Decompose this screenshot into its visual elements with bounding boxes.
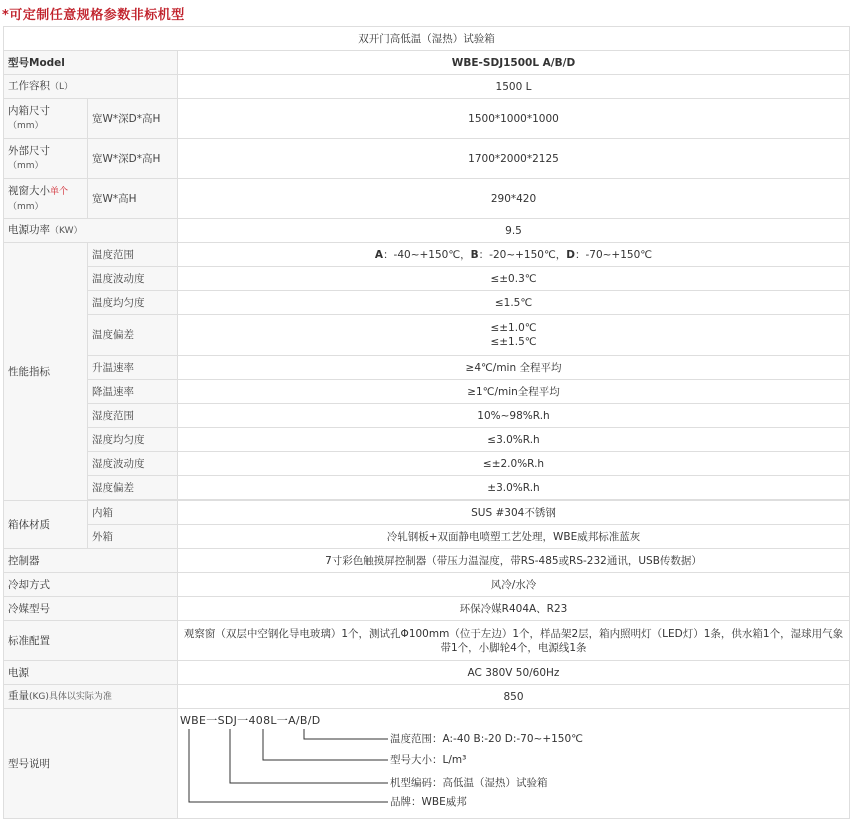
temp-range-sub: 温度范围 [88, 243, 178, 267]
volume-value: 1500 L [178, 75, 850, 99]
table-row [4, 179, 850, 219]
material-label: 箱体材质 [4, 501, 88, 549]
material-outer-sub: 外箱 [88, 525, 178, 549]
heat-rate-value: ≥4℃/min 全程平均 [178, 356, 850, 380]
volume-unit: （L） [50, 82, 74, 92]
table-row [4, 139, 850, 179]
table-row [4, 99, 850, 139]
window-label-red: 单个 [50, 186, 69, 197]
power-value: 9.5 [178, 219, 850, 243]
outer-unit: （mm） [8, 161, 44, 171]
table-row [4, 525, 850, 549]
table-row [4, 291, 850, 315]
refrigerant-value: 环保冷媒R404A、R23 [178, 597, 850, 621]
table-row [4, 315, 850, 356]
model-label: 型号Model [4, 51, 178, 75]
inner-sub: 宽W*深D*高H [88, 99, 178, 139]
perf-label: 性能指标 [4, 243, 88, 501]
cool-rate-sub: 降温速率 [88, 380, 178, 404]
supply-value: AC 380V 50/60Hz [178, 661, 850, 685]
explain-label: 型号说明 [4, 709, 178, 819]
temp-range-b: B [470, 248, 479, 261]
hum-dev-sub: 湿度偏差 [88, 476, 178, 500]
temp-dev-value-2: ≤±1.5℃ [490, 336, 537, 348]
spec-table [3, 26, 850, 819]
legend-brand: 品牌：WBE威邦 [390, 795, 467, 808]
window-value: 290*420 [178, 179, 850, 219]
table-title: 双开门高低温（湿热）试验箱 [4, 27, 850, 51]
table-row [4, 573, 850, 597]
window-unit: （mm） [8, 201, 44, 212]
temp-range-value [178, 243, 850, 267]
weight-value: 850 [178, 685, 850, 709]
outer-label-text: 外部尺寸 [8, 145, 50, 157]
temp-dev-value [178, 315, 850, 356]
table-row [4, 476, 850, 500]
temp-range-a: A [374, 248, 384, 261]
table-row [4, 685, 850, 709]
table-row [4, 452, 850, 476]
volume-label [4, 75, 178, 99]
material-inner-sub: 内箱 [88, 501, 178, 525]
hum-range-value: 10%~98%R.h [178, 404, 850, 428]
cooling-value: 风冷/水冷 [178, 573, 850, 597]
inner-label-text: 内箱尺寸 [8, 105, 50, 117]
outer-label [4, 139, 88, 179]
power-label [4, 219, 178, 243]
temp-dev-value-1: ≤±1.0℃ [490, 322, 537, 334]
temp-range-d-val: ：-70~+150℃ [574, 248, 653, 261]
outer-sub: 宽W*深D*高H [88, 139, 178, 179]
cooling-label: 冷却方式 [4, 573, 178, 597]
model-code: WBE一SDJ一408L一A/B/D [180, 713, 321, 727]
legend-temp-range: 温度范围：A:-40 B:-20 D:-70~+150℃ [390, 732, 583, 745]
title-row [4, 27, 850, 51]
temp-dev-sub: 温度偏差 [88, 315, 178, 356]
inner-unit: （mm） [8, 121, 44, 131]
table-row [4, 267, 850, 291]
cool-rate-value: ≥1℃/min全程平均 [178, 380, 850, 404]
table-row [4, 621, 850, 661]
table-row [4, 661, 850, 685]
hum-uni-value: ≤3.0%R.h [178, 428, 850, 452]
legend-size: 型号大小：L/m³ [390, 753, 467, 766]
window-label-text: 视窗大小 [8, 184, 50, 197]
temp-range-d: D [566, 248, 575, 261]
outer-value: 1700*2000*2125 [178, 139, 850, 179]
hum-fluct-sub: 湿度波动度 [88, 452, 178, 476]
window-sub: 宽W*高H [88, 179, 178, 219]
material-outer-value: 冷轧钢板+双面静电喷塑工艺处理，WBE威邦标准蓝灰 [178, 525, 850, 549]
controller-label: 控制器 [4, 549, 178, 573]
hum-dev-value: ±3.0%R.h [178, 476, 850, 500]
custom-note: *可定制任意规格参数非标机型 [2, 8, 185, 23]
table-row [4, 549, 850, 573]
table-row [4, 501, 850, 525]
table-row [4, 51, 850, 75]
weight-label [4, 685, 178, 709]
temp-range-a-val: ：-40~+150℃， [383, 248, 471, 261]
standard-label: 标准配置 [4, 621, 178, 661]
power-label-text: 电源功率 [8, 224, 50, 236]
table-row [4, 219, 850, 243]
legend-machine-code: 机型编码：高低温（湿热）试验箱 [390, 776, 548, 789]
inner-label [4, 99, 88, 139]
temp-range-b-val: ：-20~+150℃， [478, 248, 567, 261]
table-row [4, 380, 850, 404]
inner-value: 1500*1000*1000 [178, 99, 850, 139]
weight-unit: (KG)具体以实际为准 [29, 692, 112, 702]
heat-rate-sub: 升温速率 [88, 356, 178, 380]
material-inner-value: SUS #304不锈钢 [178, 501, 850, 525]
explain-cell [178, 709, 850, 819]
volume-label-text: 工作容积 [8, 80, 50, 92]
window-label [4, 179, 88, 219]
refrigerant-label: 冷媒型号 [4, 597, 178, 621]
controller-value: 7寸彩色触摸屏控制器（带压力温湿度，带RS-485或RS-232通讯，USB传数据） [178, 549, 850, 573]
temp-fluct-value: ≤±0.3℃ [178, 267, 850, 291]
model-connector-lines [178, 710, 850, 818]
hum-range-sub: 湿度范围 [88, 404, 178, 428]
model-value: WBE-SDJ1500L A/B/D [178, 51, 850, 75]
supply-label: 电源 [4, 661, 178, 685]
table-row [4, 356, 850, 380]
table-row [4, 597, 850, 621]
table-row [4, 428, 850, 452]
table-row [4, 404, 850, 428]
hum-uni-sub: 湿度均匀度 [88, 428, 178, 452]
table-row [4, 709, 850, 819]
temp-fluct-sub: 温度波动度 [88, 267, 178, 291]
weight-label-text: 重量 [8, 690, 29, 702]
table-row [4, 243, 850, 267]
standard-value: 观察窗（双层中空钢化导电玻璃）1个，测试孔Φ100mm（位于左边）1个，样品架2层，箱内照明灯（LED灯）1条，供水箱1个，湿球用气象带1个，小脚轮4个，电源线1条 [178, 621, 850, 661]
temp-uni-sub: 温度均匀度 [88, 291, 178, 315]
temp-uni-value: ≤1.5℃ [178, 291, 850, 315]
model-diagram [178, 710, 849, 818]
hum-fluct-value: ≤±2.0%R.h [178, 452, 850, 476]
power-unit: （KW） [50, 226, 83, 236]
table-row [4, 75, 850, 99]
